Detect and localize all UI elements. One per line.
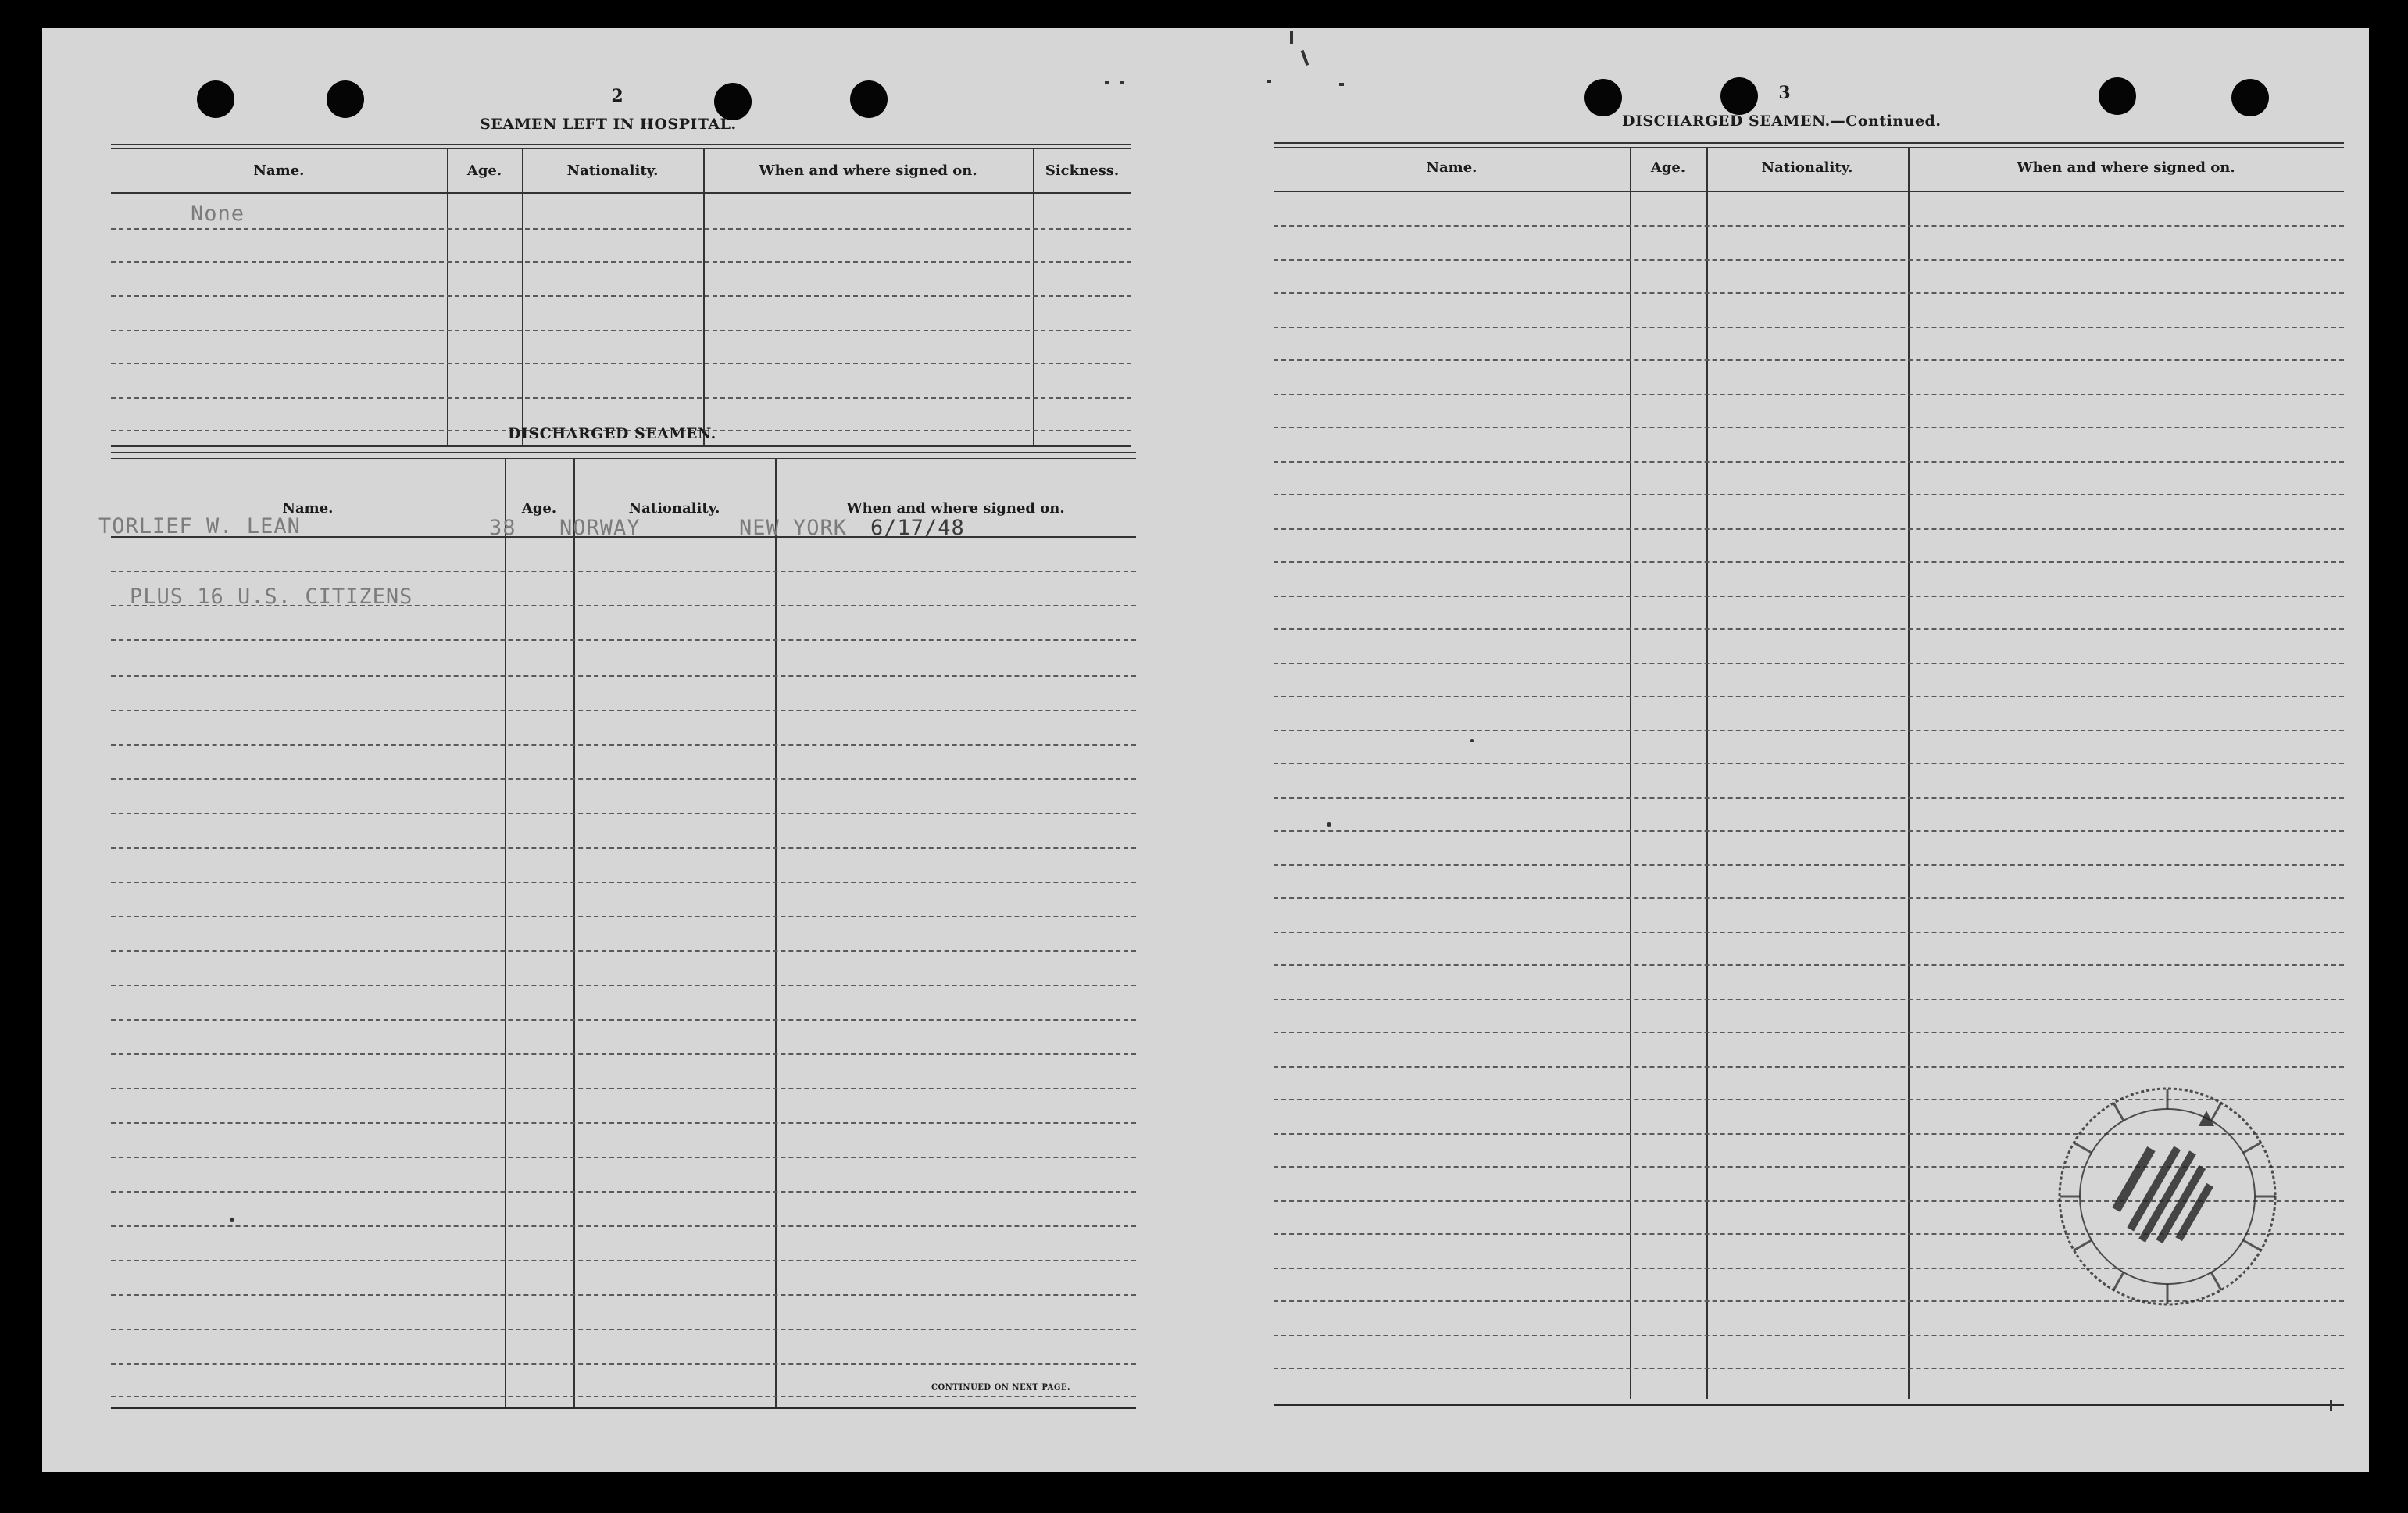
- discharged-col-name: Name.: [282, 500, 334, 517]
- punch-hole: [327, 80, 364, 118]
- manifest-sheet: [42, 28, 2369, 1472]
- hospital-section-title: SEAMEN LEFT IN HOSPITAL.: [480, 116, 737, 133]
- hospital-col-signed-on: When and where signed on.: [759, 163, 977, 179]
- discharged-col-signed-on: When and where signed on.: [846, 500, 1065, 517]
- right-col-age: Age.: [1650, 159, 1686, 176]
- discharged-row-1-age: 38: [489, 516, 516, 540]
- punch-hole: [1720, 77, 1758, 115]
- discharged-row-2-name: PLUS 16 U.S. CITIZENS: [130, 585, 413, 609]
- speck: [1105, 81, 1109, 84]
- page-number-left: 2: [611, 86, 623, 106]
- speck: [1290, 31, 1293, 44]
- discharged-section-title: DISCHARGED SEAMEN.: [508, 425, 716, 442]
- punch-hole: [1584, 79, 1622, 116]
- discharged-row-1-signed-on-place: NEW YORK: [739, 516, 848, 540]
- hospital-col-nationality: Nationality.: [566, 163, 659, 179]
- speck: [1301, 50, 1309, 66]
- punch-hole: [2099, 77, 2136, 115]
- right-col-signed-on: When and where signed on.: [2017, 159, 2235, 176]
- right-col-nationality: Nationality.: [1761, 159, 1853, 176]
- speck: [1327, 822, 1331, 827]
- continued-note: CONTINUED ON NEXT PAGE.: [931, 1383, 1071, 1392]
- hospital-row-name: None: [191, 202, 245, 226]
- page-number-right: 3: [1778, 83, 1791, 103]
- speck: [1267, 80, 1271, 83]
- speck: [1120, 81, 1124, 84]
- punch-hole: [850, 80, 888, 118]
- speck: [230, 1218, 234, 1222]
- hospital-col-name: Name.: [253, 163, 305, 179]
- punch-hole: [714, 83, 752, 120]
- discharged-row-1-name: TORLIEF W. LEAN: [98, 514, 301, 538]
- hospital-col-sickness: Sickness.: [1045, 163, 1120, 179]
- discharged-col-nationality: Nationality.: [628, 500, 720, 517]
- punch-hole: [2231, 79, 2269, 116]
- immigration-stamp: [2042, 1079, 2292, 1314]
- punch-hole: [197, 80, 234, 118]
- speck: [1470, 739, 1474, 742]
- discharged-continued-title: DISCHARGED SEAMEN.—Continued.: [1622, 113, 1942, 130]
- right-col-name: Name.: [1426, 159, 1477, 176]
- discharged-row-1-nationality: NORWAY: [559, 516, 641, 540]
- discharged-col-age: Age.: [521, 500, 557, 517]
- hospital-col-age: Age.: [466, 163, 502, 179]
- speck: [2330, 1400, 2332, 1411]
- speck: [1339, 83, 1344, 86]
- discharged-row-1-signed-on-date: 6/17/48: [870, 516, 965, 540]
- hospital-table: [111, 144, 1131, 453]
